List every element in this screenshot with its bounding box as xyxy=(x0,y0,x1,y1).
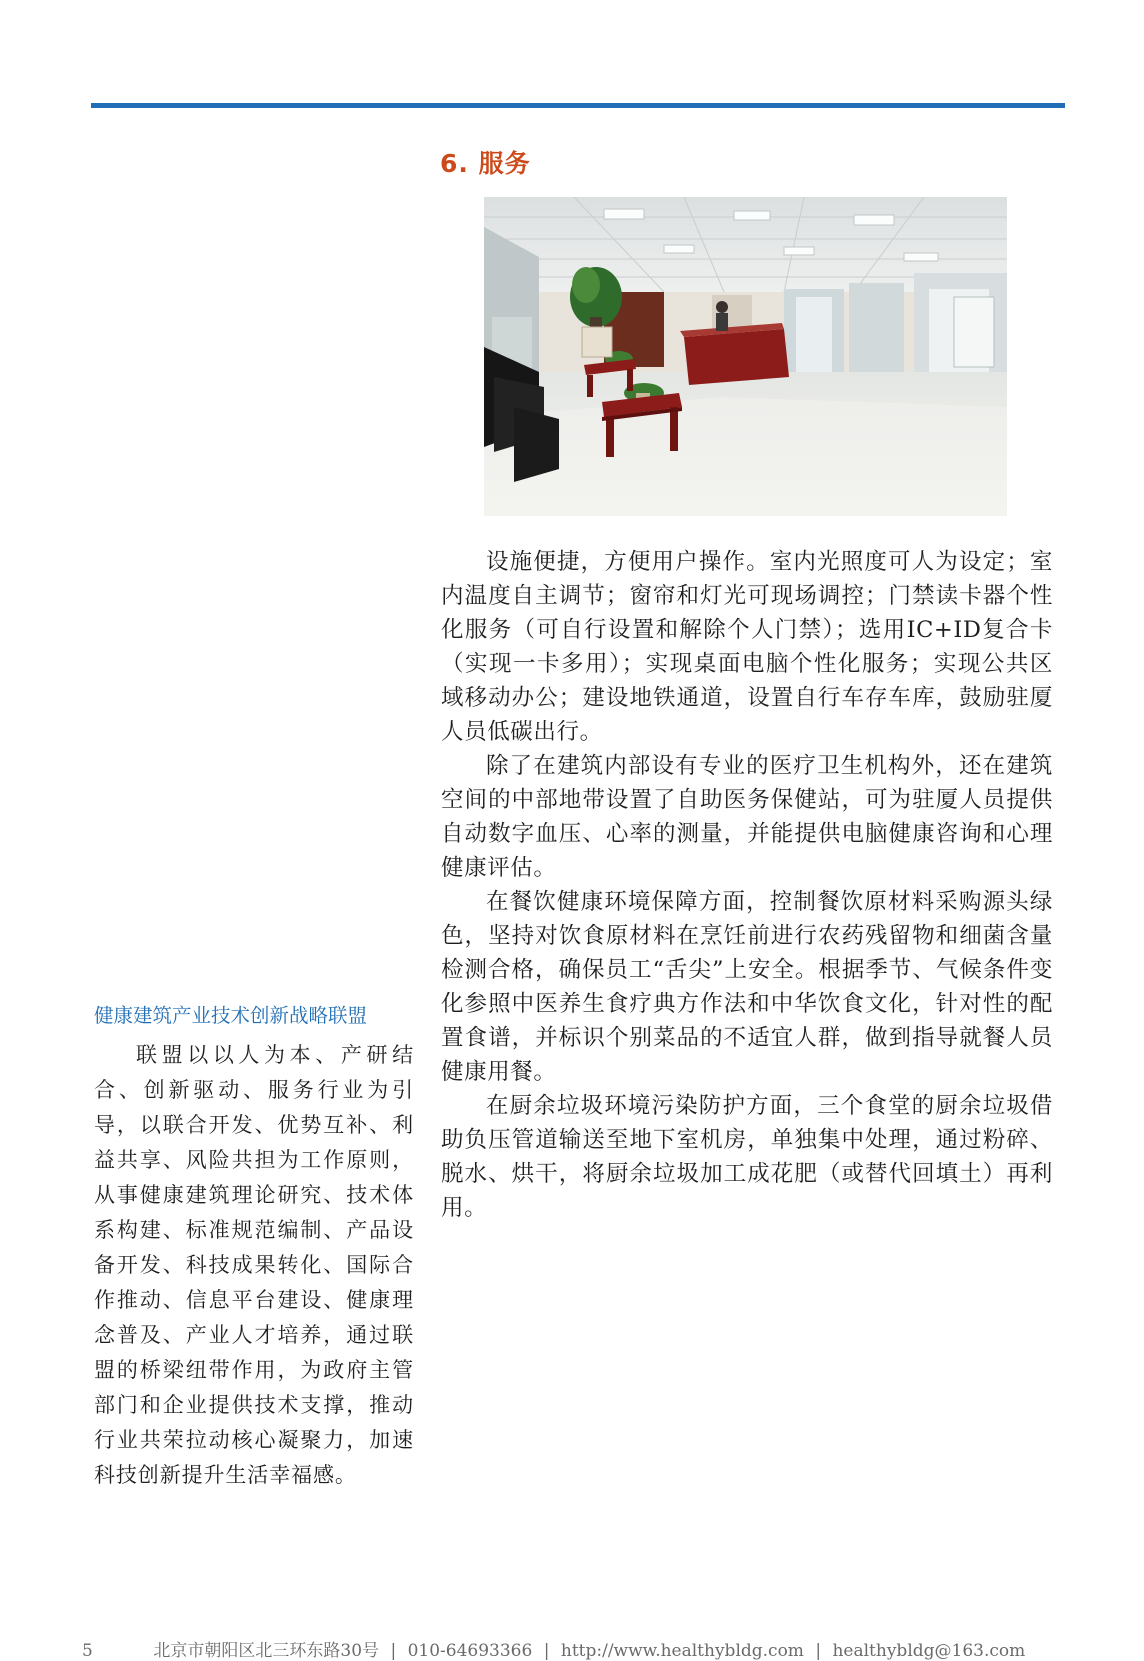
footer-separator: | xyxy=(543,1641,550,1661)
footer-website-link[interactable]: http://www.healthybldg.com xyxy=(560,1641,804,1661)
lobby-photo xyxy=(484,197,1007,516)
paragraph-medical: 除了在建筑内部设有专业的医疗卫生机构外，还在建筑空间的中部地带设置了自助医务保健站，可为驻厦人员提供自动数字血压、心率的测量，并能提供电脑健康咨询和心理健康评估。 xyxy=(441,753,1053,881)
footer-phone: 010-64693366 xyxy=(407,1641,533,1661)
sidebar-title: 健康建筑产业技术创新战略联盟 xyxy=(94,1004,368,1027)
footer-separator: | xyxy=(815,1641,822,1661)
footer-address: 北京市朝阳区北三环东路30号 xyxy=(153,1641,380,1661)
paragraph-kitchen-waste: 在厨余垃圾环境污染防护方面，三个食堂的厨余垃圾借助负压管道输送至地下室机房，单独集中处理，通过粉碎、脱水、烘干，将厨余垃圾加工成花肥（或替代回填土）再利用。 xyxy=(441,1093,1053,1221)
paragraph-catering: 在餐饮健康环境保障方面，控制餐饮原材料采购源头绿色，坚持对饮食原材料在烹饪前进行农药残留物和细菌含量检测合格，确保员工“舌尖”上安全。根据季节、气候条件变化参照中医养生食疗典方作法和中华饮食文化，针对性的配置食谱，并标识个别菜品的不适宜人群，做到指导就餐人员健康用餐。 xyxy=(441,889,1053,1085)
header-rule xyxy=(91,103,1065,108)
paragraph-facilities: 设施便捷，方便用户操作。室内光照度可人为设定；室内温度自主调节；窗帘和灯光可现场调控；门禁读卡器个性化服务（可自行设置和解除个人门禁）；选用IC+ID复合卡（实现一卡多用）；实现桌面电脑个性化服务；实现公共区域移动办公；建设地铁通道，设置自行车存车库，鼓励驻厦人员低碳出行。 xyxy=(441,549,1053,745)
footer xyxy=(82,1636,1072,1661)
page-number: 5 xyxy=(82,1641,93,1661)
main-body xyxy=(441,545,1053,1225)
footer-email-link[interactable]: healthybldg@163.com xyxy=(832,1641,1026,1661)
sidebar-text: 联盟以以人为本、产研结合、创新驱动、服务行业为引导，以联合开发、优势互补、利益共享、风险共担为工作原则，从事健康建筑理论研究、技术体系构建、标准规范编制、产品设备开发、科技成果转化、国际合作推动、信息平台建设、健康理念普及、产业人才培养，通过联盟的桥梁纽带作用，为政府主管部门和企业提供技术支撑，推动行业共荣拉动核心凝聚力，加速科技创新提升生活幸福感。 xyxy=(94,1043,414,1487)
section-title: 6. 服务 xyxy=(440,149,531,178)
footer-separator: | xyxy=(390,1641,397,1661)
